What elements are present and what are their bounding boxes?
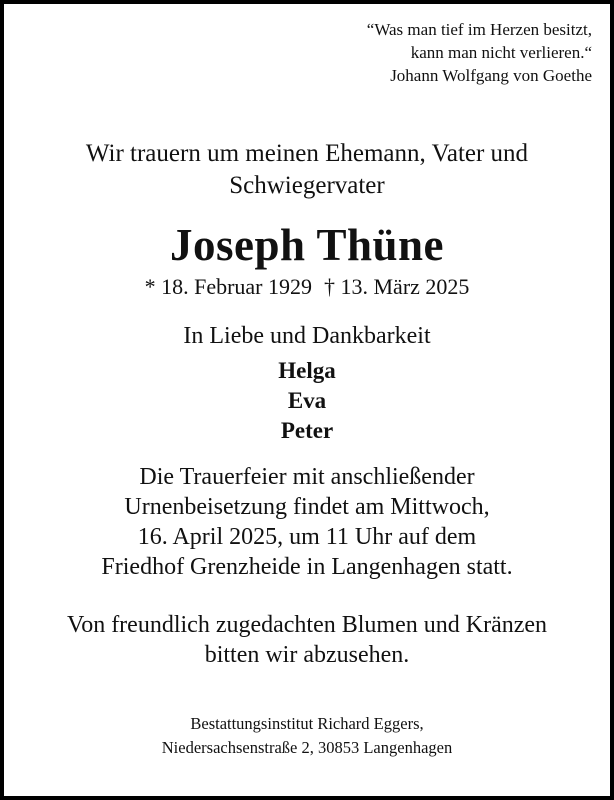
life-dates xyxy=(4,272,610,302)
service-line-1: Die Trauerfeier mit anschließender xyxy=(139,464,475,490)
mourners-names xyxy=(4,356,610,446)
mourning-intro xyxy=(4,138,610,202)
intro-line-2: Schwiegervater xyxy=(229,172,385,199)
service-line-2: Urnenbeisetzung findet am Mittwoch, xyxy=(124,494,490,520)
mourners-intro: In Liebe und Dankbarkeit xyxy=(183,323,431,349)
intro-line-1: Wir trauern um meinen Ehemann, Vater und xyxy=(85,140,529,167)
goethe-quote xyxy=(367,18,592,87)
flowers-request xyxy=(4,610,610,670)
quote-line-2: kann man nicht verlieren.“ xyxy=(410,43,592,62)
mourner-name: Peter xyxy=(280,418,334,443)
service-line-3: 16. April 2025, um 11 Uhr auf dem xyxy=(137,524,477,550)
death-date: † 13. März 2025 xyxy=(324,274,470,299)
funeral-home xyxy=(4,712,610,760)
flowers-line-2: bitten wir abzusehen. xyxy=(204,642,410,668)
quote-author: Johann Wolfgang von Goethe xyxy=(390,66,592,85)
funeral-home-address: Niedersachsenstraße 2, 30853 Langenhagen xyxy=(161,738,453,757)
flowers-line-1: Von freundlich zugedachten Blumen und Kränzen xyxy=(66,612,548,638)
deceased-name: Joseph Thüne xyxy=(169,220,445,270)
birth-date: * 18. Februar 1929 xyxy=(144,274,312,299)
funeral-home-name: Bestattungsinstitut Richard Eggers, xyxy=(190,714,424,733)
mourner-name: Eva xyxy=(287,388,327,413)
quote-line-1: “Was man tief im Herzen besitzt, xyxy=(366,20,592,39)
funeral-service-info xyxy=(4,462,610,582)
service-line-4: Friedhof Grenzheide in Langenhagen statt. xyxy=(101,554,513,580)
mourner-name: Helga xyxy=(278,358,336,383)
